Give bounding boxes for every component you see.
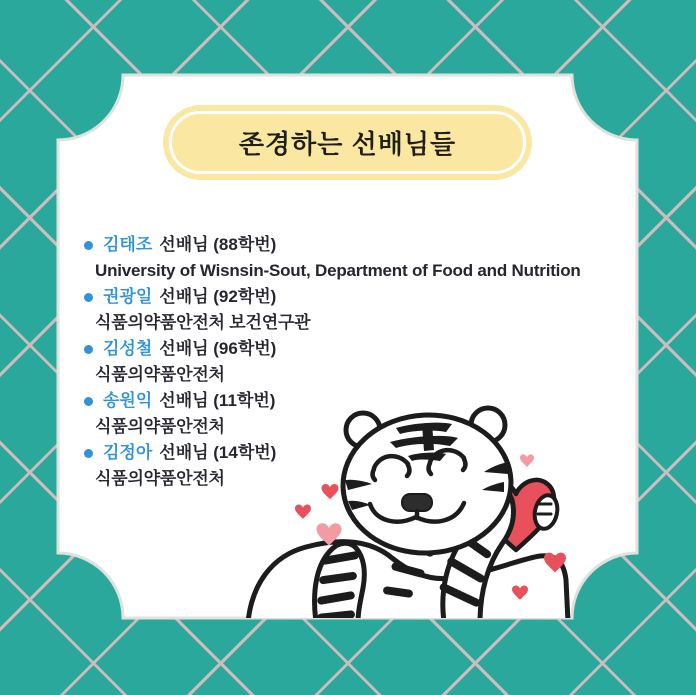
list-item (80, 232, 640, 258)
senior-detail: 선배님 (14학번) (159, 443, 277, 462)
list-item (80, 284, 640, 310)
senior-detail: 선배님 (96학번) (159, 339, 277, 358)
senior-name: 권광일 (103, 287, 153, 306)
senior-name: 김태조 (103, 235, 153, 254)
title-pill (163, 105, 532, 180)
senior-name: 김정아 (103, 443, 153, 462)
senior-detail: 선배님 (88학번) (159, 235, 277, 254)
senior-affiliation: University of Wisnsin-Sout, Department of Food and Nutrition (95, 261, 581, 280)
senior-affiliation: 식품의약품안전처 보건연구관 (95, 313, 311, 332)
senior-detail: 선배님 (92학번) (159, 287, 277, 306)
senior-name: 김성철 (103, 339, 153, 358)
senior-list (80, 232, 640, 492)
bullet-icon (84, 345, 93, 354)
tiger-nose (402, 494, 432, 511)
list-item (80, 440, 640, 466)
senior-affiliation: 식품의약품안전처 (95, 365, 225, 384)
senior-detail: 선배님 (11학번) (159, 391, 276, 410)
senior-affiliation: 식품의약품안전처 (95, 417, 225, 436)
list-item (80, 336, 640, 362)
list-item (80, 388, 640, 414)
bullet-icon (84, 293, 93, 302)
page-title: 존경하는 선배님들 (238, 129, 457, 159)
bullet-icon (84, 241, 93, 250)
bullet-icon (84, 449, 93, 458)
bullet-icon (84, 397, 93, 406)
senior-name: 송원익 (103, 391, 153, 410)
senior-affiliation: 식품의약품안전처 (95, 469, 225, 488)
